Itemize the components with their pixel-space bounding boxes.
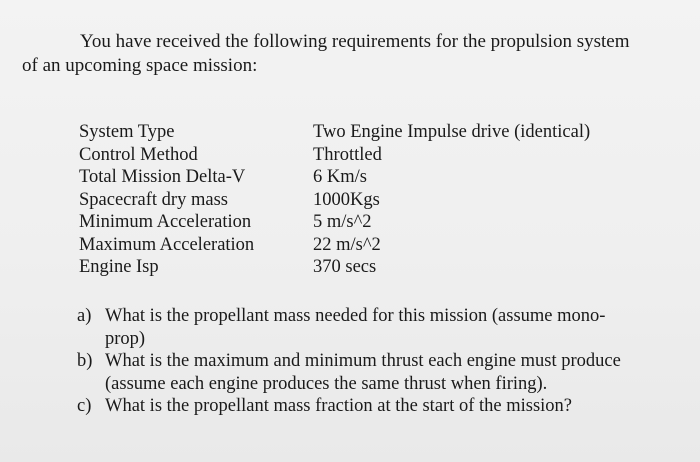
requirement-value: Throttled — [313, 144, 382, 165]
requirement-row — [79, 144, 590, 167]
question-a — [77, 305, 677, 350]
question-line: What is the propellant mass needed for this mission (assume mono- — [105, 306, 606, 326]
question-text — [105, 395, 677, 418]
requirement-value: Two Engine Impulse drive (identical) — [313, 122, 591, 142]
requirements-table — [79, 121, 590, 279]
question-line: What is the propellant mass fraction at the start of the mission? — [105, 396, 572, 416]
requirement-value: 5 m/s^2 — [313, 212, 372, 232]
requirement-value: 6 Km/s — [313, 167, 367, 187]
requirement-row — [79, 121, 590, 144]
question-letter: a) — [77, 306, 92, 326]
requirement-label: Total Mission Delta-V — [79, 167, 246, 187]
question-letter: c) — [77, 396, 92, 416]
requirement-label: Maximum Acceleration — [79, 234, 255, 255]
requirement-label: Control Method — [79, 144, 198, 165]
question-line: (assume each engine produces the same thrust when firing). — [105, 373, 548, 394]
question-letter: b) — [77, 351, 93, 371]
requirement-label: Engine Isp — [79, 257, 159, 277]
requirement-row — [79, 256, 590, 279]
question-text — [105, 350, 677, 395]
question-text — [105, 305, 677, 350]
question-line: prop) — [105, 328, 146, 349]
requirement-value: 1000Kgs — [313, 189, 380, 210]
requirement-row — [79, 189, 590, 212]
requirement-row — [79, 166, 590, 189]
intro-paragraph — [22, 30, 672, 78]
question-b — [77, 350, 677, 395]
requirement-row — [79, 211, 590, 234]
requirement-value: 22 m/s^2 — [313, 234, 381, 255]
requirement-value: 370 secs — [313, 257, 377, 277]
requirement-label: Minimum Acceleration — [79, 212, 252, 232]
question-c — [77, 395, 677, 418]
question-line: What is the maximum and minimum thrust each engine must produce — [105, 351, 621, 371]
requirement-row — [79, 234, 590, 257]
intro-line-1: You have received the following requirements for the propulsion system — [80, 31, 630, 52]
intro-line-2: of an upcoming space mission: — [22, 55, 258, 76]
requirement-label: System Type — [79, 122, 175, 142]
requirement-label: Spacecraft dry mass — [79, 189, 228, 210]
questions-list — [77, 305, 677, 418]
